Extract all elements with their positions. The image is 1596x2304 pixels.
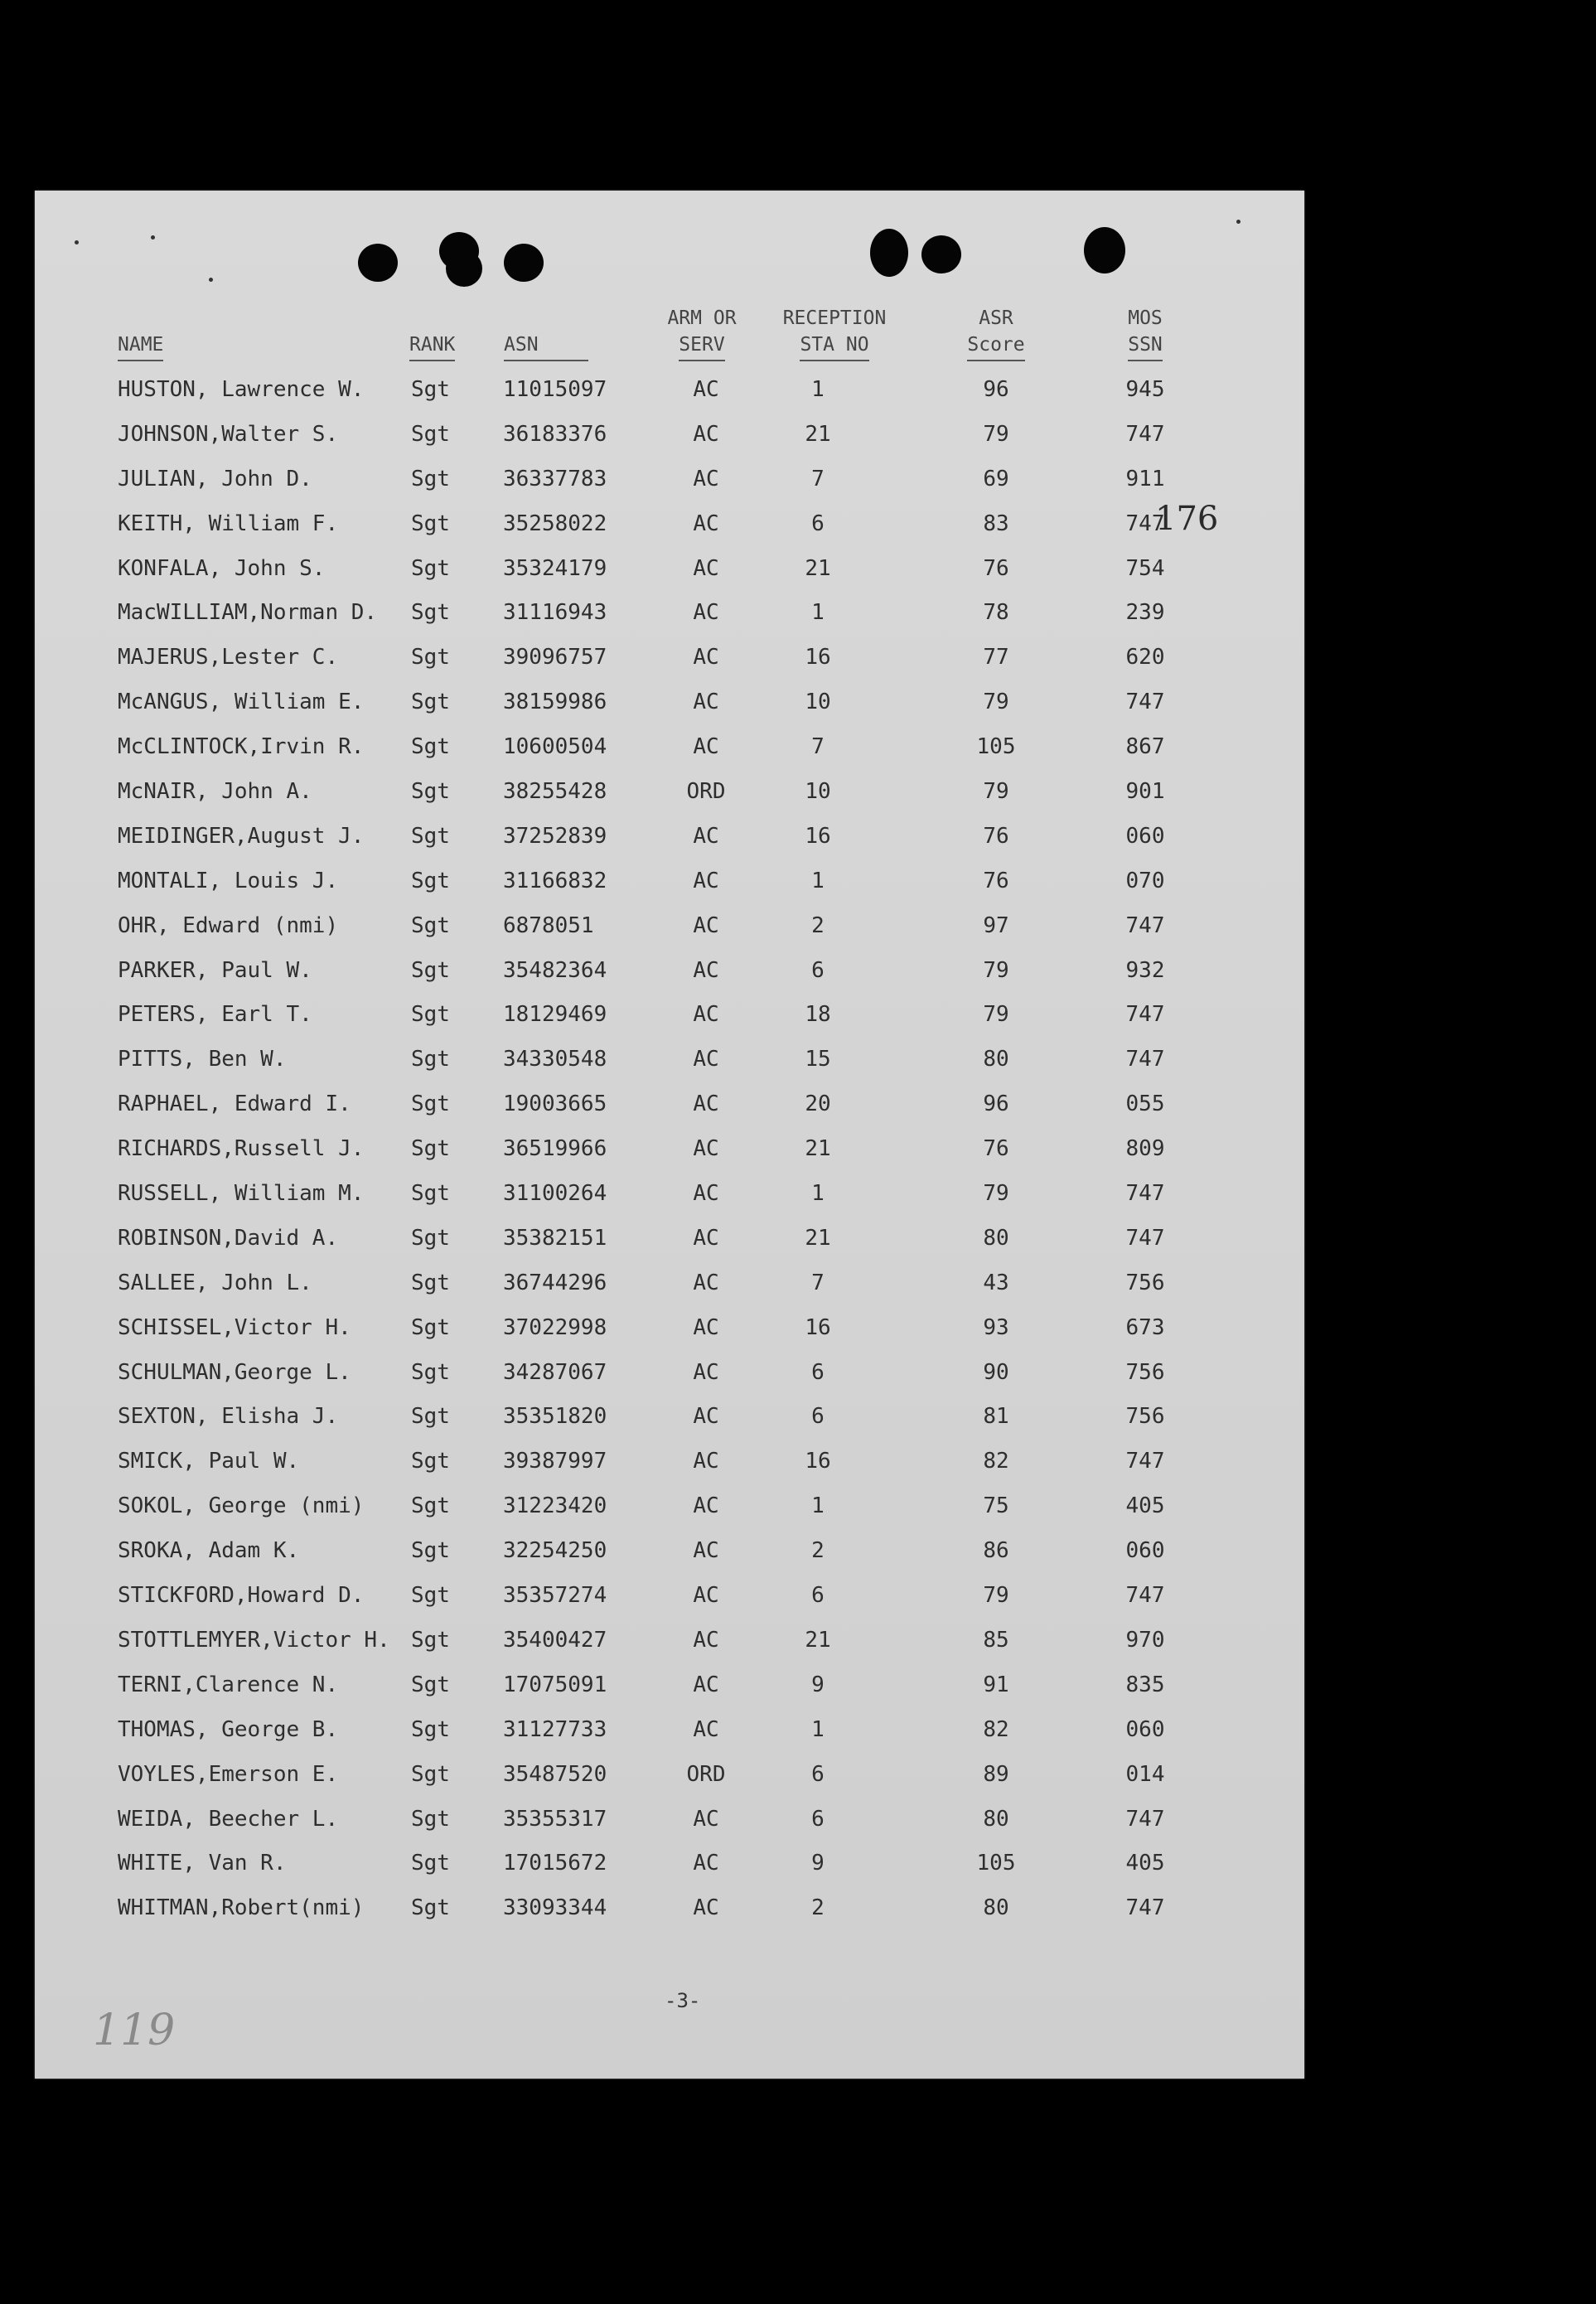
cell-mos-ssn: 747 bbox=[1125, 1895, 1165, 1921]
cell-name: RICHARDS,Russell J. bbox=[118, 1136, 365, 1162]
cell-mos-ssn: 747 bbox=[1125, 912, 1165, 938]
cell-asr-score: 79 bbox=[983, 690, 1009, 715]
cell-mos-ssn: 747 bbox=[1125, 1002, 1165, 1028]
cell-mos-ssn: 405 bbox=[1125, 1493, 1165, 1519]
cell-reception-sta: 6 bbox=[811, 1583, 825, 1609]
cell-rank: Sgt bbox=[411, 1404, 450, 1430]
cell-reception-sta: 15 bbox=[805, 1047, 831, 1072]
table-row bbox=[35, 1311, 1304, 1356]
document-page bbox=[35, 191, 1304, 2079]
cell-reception-sta: 21 bbox=[805, 555, 831, 581]
cell-asr-score: 96 bbox=[983, 1091, 1009, 1117]
cell-name: JOHNSON,Walter S. bbox=[118, 421, 339, 447]
cell-reception-sta: 1 bbox=[811, 1493, 825, 1519]
cell-name: VOYLES,Emerson E. bbox=[118, 1761, 339, 1787]
cell-asn: 36744296 bbox=[503, 1270, 607, 1295]
cell-rank: Sgt bbox=[411, 1136, 450, 1162]
cell-name: THOMAS, George B. bbox=[118, 1716, 339, 1742]
table-row bbox=[35, 1803, 1304, 1847]
cell-mos-ssn: 747 bbox=[1125, 1047, 1165, 1072]
cell-mos-ssn: 747 bbox=[1125, 1449, 1165, 1474]
cell-name: KONFALA, John S. bbox=[118, 555, 326, 581]
table-row bbox=[35, 1356, 1304, 1401]
cell-name: WHITMAN,Robert(nmi) bbox=[118, 1895, 365, 1921]
table-row bbox=[35, 462, 1304, 507]
cell-rank: Sgt bbox=[411, 377, 450, 402]
cell-asn: 34330548 bbox=[503, 1047, 607, 1072]
cell-asn: 10600504 bbox=[503, 734, 607, 760]
cell-name: SMICK, Paul W. bbox=[118, 1449, 300, 1474]
cell-asn: 11015097 bbox=[503, 377, 607, 402]
table-row bbox=[35, 507, 1304, 552]
cell-reception-sta: 6 bbox=[811, 511, 825, 536]
cell-asr-score: 77 bbox=[983, 645, 1009, 670]
cell-reception-sta: 1 bbox=[811, 377, 825, 402]
cell-rank: Sgt bbox=[411, 1002, 450, 1028]
cell-rank: Sgt bbox=[411, 1270, 450, 1295]
cell-asn: 39387997 bbox=[503, 1449, 607, 1474]
cell-reception-sta: 2 bbox=[811, 1895, 825, 1921]
cell-asn: 37022998 bbox=[503, 1314, 607, 1340]
table-row bbox=[35, 1177, 1304, 1222]
table-row bbox=[35, 1624, 1304, 1668]
cell-arm-or-serv: AC bbox=[693, 1672, 719, 1697]
cell-reception-sta: 6 bbox=[811, 1404, 825, 1430]
cell-name: TERNI,Clarence N. bbox=[118, 1672, 339, 1697]
cell-rank: Sgt bbox=[411, 912, 450, 938]
cell-asr-score: 90 bbox=[983, 1359, 1009, 1385]
cell-reception-sta: 9 bbox=[811, 1851, 825, 1876]
cell-arm-or-serv: AC bbox=[693, 1449, 719, 1474]
cell-asr-score: 76 bbox=[983, 823, 1009, 849]
cell-mos-ssn: 970 bbox=[1125, 1627, 1165, 1653]
cell-asn: 38159986 bbox=[503, 690, 607, 715]
cell-asn: 38255428 bbox=[503, 779, 607, 805]
cell-mos-ssn: 070 bbox=[1125, 868, 1165, 893]
cell-mos-ssn: 060 bbox=[1125, 1716, 1165, 1742]
cell-reception-sta: 21 bbox=[805, 1136, 831, 1162]
table-row bbox=[35, 418, 1304, 462]
cell-asr-score: 69 bbox=[983, 466, 1009, 491]
cell-rank: Sgt bbox=[411, 1627, 450, 1653]
cell-arm-or-serv: AC bbox=[693, 1136, 719, 1162]
cell-mos-ssn: 747 bbox=[1125, 1806, 1165, 1832]
cell-asn: 35324179 bbox=[503, 555, 607, 581]
cell-arm-or-serv: AC bbox=[693, 1716, 719, 1742]
cell-asr-score: 76 bbox=[983, 1136, 1009, 1162]
cell-asr-score: 80 bbox=[983, 1895, 1009, 1921]
cell-rank: Sgt bbox=[411, 600, 450, 626]
header-mos-ssn: MOS SSN bbox=[1095, 305, 1195, 361]
cell-asr-score: 79 bbox=[983, 957, 1009, 983]
cell-mos-ssn: 747 bbox=[1125, 1583, 1165, 1609]
cell-rank: Sgt bbox=[411, 868, 450, 893]
cell-mos-ssn: 620 bbox=[1125, 645, 1165, 670]
cell-mos-ssn: 809 bbox=[1125, 1136, 1165, 1162]
cell-asn: 31166832 bbox=[503, 868, 607, 893]
table-row bbox=[35, 954, 1304, 999]
table-row bbox=[35, 909, 1304, 954]
table-row bbox=[35, 1445, 1304, 1489]
cell-mos-ssn: 754 bbox=[1125, 555, 1165, 581]
cell-reception-sta: 1 bbox=[811, 1181, 825, 1207]
cell-asr-score: 79 bbox=[983, 1583, 1009, 1609]
cell-reception-sta: 18 bbox=[805, 1002, 831, 1028]
table-row bbox=[35, 552, 1304, 597]
cell-asr-score: 76 bbox=[983, 555, 1009, 581]
cell-reception-sta: 6 bbox=[811, 1806, 825, 1832]
cell-arm-or-serv: AC bbox=[693, 555, 719, 581]
cell-name: SALLEE, John L. bbox=[118, 1270, 312, 1295]
cell-name: MacWILLIAM,Norman D. bbox=[118, 600, 378, 626]
cell-asr-score: 80 bbox=[983, 1225, 1009, 1251]
cell-asn: 35487520 bbox=[503, 1761, 607, 1787]
table-row bbox=[35, 373, 1304, 418]
cell-reception-sta: 1 bbox=[811, 868, 825, 893]
cell-arm-or-serv: AC bbox=[693, 957, 719, 983]
cell-rank: Sgt bbox=[411, 823, 450, 849]
header-asn: ASN bbox=[504, 332, 588, 361]
header-asr-score: ASR Score bbox=[946, 305, 1046, 361]
cell-reception-sta: 9 bbox=[811, 1672, 825, 1697]
cell-rank: Sgt bbox=[411, 1761, 450, 1787]
cell-asn: 31127733 bbox=[503, 1716, 607, 1742]
table-row bbox=[35, 1579, 1304, 1624]
cell-asr-score: 86 bbox=[983, 1538, 1009, 1564]
cell-reception-sta: 21 bbox=[805, 1225, 831, 1251]
cell-asn: 17075091 bbox=[503, 1672, 607, 1697]
table-row bbox=[35, 1489, 1304, 1534]
cell-reception-sta: 6 bbox=[811, 1761, 825, 1787]
cell-mos-ssn: 747 bbox=[1125, 690, 1165, 715]
table-row bbox=[35, 1847, 1304, 1891]
cell-asn: 35351820 bbox=[503, 1404, 607, 1430]
table-row bbox=[35, 685, 1304, 730]
cell-asn: 19003665 bbox=[503, 1091, 607, 1117]
table-row bbox=[35, 1668, 1304, 1713]
cell-asn: 35400427 bbox=[503, 1627, 607, 1653]
cell-mos-ssn: 867 bbox=[1125, 734, 1165, 760]
cell-arm-or-serv: AC bbox=[693, 734, 719, 760]
table-row bbox=[35, 1758, 1304, 1803]
cell-name: PARKER, Paul W. bbox=[118, 957, 312, 983]
cell-mos-ssn: 756 bbox=[1125, 1404, 1165, 1430]
table-row bbox=[35, 1400, 1304, 1445]
cell-mos-ssn: 756 bbox=[1125, 1359, 1165, 1385]
cell-reception-sta: 1 bbox=[811, 1716, 825, 1742]
cell-name: SOKOL, George (nmi) bbox=[118, 1493, 365, 1519]
cell-arm-or-serv: AC bbox=[693, 690, 719, 715]
table-row bbox=[35, 1222, 1304, 1266]
cell-rank: Sgt bbox=[411, 1181, 450, 1207]
cell-asn: 17015672 bbox=[503, 1851, 607, 1876]
cell-name: HUSTON, Lawrence W. bbox=[118, 377, 365, 402]
cell-rank: Sgt bbox=[411, 690, 450, 715]
cell-mos-ssn: 055 bbox=[1125, 1091, 1165, 1117]
header-name: NAME bbox=[118, 332, 163, 361]
cell-asr-score: 89 bbox=[983, 1761, 1009, 1787]
cell-rank: Sgt bbox=[411, 1583, 450, 1609]
cell-mos-ssn: 239 bbox=[1125, 600, 1165, 626]
cell-name: McNAIR, John A. bbox=[118, 779, 312, 805]
cell-mos-ssn: 673 bbox=[1125, 1314, 1165, 1340]
header-arm-or-serv: ARM OR SERV bbox=[644, 305, 760, 361]
cell-asr-score: 78 bbox=[983, 600, 1009, 626]
cell-arm-or-serv: ORD bbox=[686, 779, 726, 805]
cell-mos-ssn: 747 bbox=[1125, 421, 1165, 447]
cell-reception-sta: 7 bbox=[811, 734, 825, 760]
cell-asn: 18129469 bbox=[503, 1002, 607, 1028]
cell-rank: Sgt bbox=[411, 1851, 450, 1876]
table-row bbox=[35, 1132, 1304, 1177]
roster-table bbox=[35, 191, 1304, 2079]
cell-name: ROBINSON,David A. bbox=[118, 1225, 339, 1251]
cell-reception-sta: 2 bbox=[811, 1538, 825, 1564]
cell-arm-or-serv: AC bbox=[693, 511, 719, 536]
cell-asr-score: 75 bbox=[983, 1493, 1009, 1519]
cell-rank: Sgt bbox=[411, 466, 450, 491]
cell-arm-or-serv: AC bbox=[693, 466, 719, 491]
cell-name: MEIDINGER,August J. bbox=[118, 823, 365, 849]
cell-rank: Sgt bbox=[411, 555, 450, 581]
cell-mos-ssn: 835 bbox=[1125, 1672, 1165, 1697]
cell-arm-or-serv: AC bbox=[693, 823, 719, 849]
cell-asn: 31116943 bbox=[503, 600, 607, 626]
cell-asn: 37252839 bbox=[503, 823, 607, 849]
cell-reception-sta: 16 bbox=[805, 1314, 831, 1340]
cell-name: SROKA, Adam K. bbox=[118, 1538, 300, 1564]
table-row bbox=[35, 1043, 1304, 1087]
cell-arm-or-serv: AC bbox=[693, 1314, 719, 1340]
cell-name: SEXTON, Elisha J. bbox=[118, 1404, 339, 1430]
cell-asn: 36183376 bbox=[503, 421, 607, 447]
roster-rows bbox=[35, 373, 1304, 1936]
cell-rank: Sgt bbox=[411, 1225, 450, 1251]
cell-asr-score: 83 bbox=[983, 511, 1009, 536]
cell-reception-sta: 16 bbox=[805, 645, 831, 670]
cell-arm-or-serv: AC bbox=[693, 1181, 719, 1207]
table-row bbox=[35, 641, 1304, 685]
cell-arm-or-serv: AC bbox=[693, 912, 719, 938]
cell-rank: Sgt bbox=[411, 1672, 450, 1697]
cell-arm-or-serv: AC bbox=[693, 421, 719, 447]
cell-reception-sta: 10 bbox=[805, 690, 831, 715]
table-row bbox=[35, 775, 1304, 820]
cell-asn: 36337783 bbox=[503, 466, 607, 491]
cell-arm-or-serv: AC bbox=[693, 1047, 719, 1072]
cell-asn: 34287067 bbox=[503, 1359, 607, 1385]
cell-name: PETERS, Earl T. bbox=[118, 1002, 312, 1028]
cell-arm-or-serv: AC bbox=[693, 1270, 719, 1295]
cell-name: STICKFORD,Howard D. bbox=[118, 1583, 365, 1609]
cell-rank: Sgt bbox=[411, 1047, 450, 1072]
cell-rank: Sgt bbox=[411, 1314, 450, 1340]
cell-rank: Sgt bbox=[411, 1493, 450, 1519]
table-row bbox=[35, 596, 1304, 641]
cell-arm-or-serv: AC bbox=[693, 1493, 719, 1519]
cell-rank: Sgt bbox=[411, 1091, 450, 1117]
cell-name: McCLINTOCK,Irvin R. bbox=[118, 734, 365, 760]
table-row bbox=[35, 820, 1304, 864]
cell-name: OHR, Edward (nmi) bbox=[118, 912, 339, 938]
cell-asr-score: 79 bbox=[983, 1002, 1009, 1028]
cell-mos-ssn: 060 bbox=[1125, 1538, 1165, 1564]
cell-rank: Sgt bbox=[411, 1716, 450, 1742]
cell-asn: 33093344 bbox=[503, 1895, 607, 1921]
cell-mos-ssn: 747 bbox=[1125, 511, 1165, 536]
cell-arm-or-serv: AC bbox=[693, 868, 719, 893]
cell-arm-or-serv: AC bbox=[693, 1538, 719, 1564]
cell-mos-ssn: 901 bbox=[1125, 779, 1165, 805]
cell-asr-score: 97 bbox=[983, 912, 1009, 938]
cell-reception-sta: 7 bbox=[811, 1270, 825, 1295]
cell-arm-or-serv: AC bbox=[693, 1627, 719, 1653]
cell-reception-sta: 1 bbox=[811, 600, 825, 626]
cell-rank: Sgt bbox=[411, 1806, 450, 1832]
cell-asr-score: 43 bbox=[983, 1270, 1009, 1295]
table-row bbox=[35, 998, 1304, 1043]
cell-reception-sta: 16 bbox=[805, 823, 831, 849]
cell-mos-ssn: 060 bbox=[1125, 823, 1165, 849]
cell-reception-sta: 6 bbox=[811, 1359, 825, 1385]
cell-arm-or-serv: AC bbox=[693, 645, 719, 670]
cell-arm-or-serv: AC bbox=[693, 377, 719, 402]
cell-mos-ssn: 932 bbox=[1125, 957, 1165, 983]
cell-asr-score: 96 bbox=[983, 377, 1009, 402]
header-rank: RANK bbox=[409, 332, 455, 361]
cell-mos-ssn: 945 bbox=[1125, 377, 1165, 402]
cell-name: SCHULMAN,George L. bbox=[118, 1359, 351, 1385]
table-row bbox=[35, 1534, 1304, 1579]
cell-name: WHITE, Van R. bbox=[118, 1851, 287, 1876]
cell-asr-score: 82 bbox=[983, 1716, 1009, 1742]
cell-rank: Sgt bbox=[411, 1359, 450, 1385]
cell-name: KEITH, William F. bbox=[118, 511, 339, 536]
cell-asr-score: 93 bbox=[983, 1314, 1009, 1340]
cell-name: STOTTLEMYER,Victor H. bbox=[118, 1627, 390, 1653]
table-row bbox=[35, 730, 1304, 775]
cell-reception-sta: 21 bbox=[805, 1627, 831, 1653]
cell-name: RAPHAEL, Edward I. bbox=[118, 1091, 351, 1117]
cell-arm-or-serv: AC bbox=[693, 1359, 719, 1385]
cell-name: WEIDA, Beecher L. bbox=[118, 1806, 339, 1832]
cell-asr-score: 105 bbox=[976, 734, 1016, 760]
cell-asr-score: 91 bbox=[983, 1672, 1009, 1697]
cell-name: JULIAN, John D. bbox=[118, 466, 312, 491]
cell-reception-sta: 6 bbox=[811, 957, 825, 983]
pencil-note: 119 bbox=[93, 2006, 176, 2055]
cell-arm-or-serv: AC bbox=[693, 1091, 719, 1117]
cell-reception-sta: 10 bbox=[805, 779, 831, 805]
cell-arm-or-serv: AC bbox=[693, 1583, 719, 1609]
table-row bbox=[35, 1891, 1304, 1936]
cell-arm-or-serv: AC bbox=[693, 1002, 719, 1028]
cell-asr-score: 85 bbox=[983, 1627, 1009, 1653]
cell-arm-or-serv: AC bbox=[693, 600, 719, 626]
cell-name: McANGUS, William E. bbox=[118, 690, 365, 715]
header-reception: RECEPTION STA NO bbox=[768, 305, 901, 361]
cell-asn: 32254250 bbox=[503, 1538, 607, 1564]
cell-asn: 39096757 bbox=[503, 645, 607, 670]
cell-asn: 31100264 bbox=[503, 1181, 607, 1207]
cell-arm-or-serv: AC bbox=[693, 1225, 719, 1251]
cell-asr-score: 79 bbox=[983, 779, 1009, 805]
cell-asr-score: 76 bbox=[983, 868, 1009, 893]
cell-mos-ssn: 747 bbox=[1125, 1225, 1165, 1251]
cell-arm-or-serv: AC bbox=[693, 1851, 719, 1876]
cell-rank: Sgt bbox=[411, 1538, 450, 1564]
cell-reception-sta: 16 bbox=[805, 1449, 831, 1474]
cell-asr-score: 81 bbox=[983, 1404, 1009, 1430]
cell-mos-ssn: 014 bbox=[1125, 1761, 1165, 1787]
cell-name: MONTALI, Louis J. bbox=[118, 868, 339, 893]
cell-reception-sta: 20 bbox=[805, 1091, 831, 1117]
cell-asn: 35482364 bbox=[503, 957, 607, 983]
cell-asr-score: 105 bbox=[976, 1851, 1016, 1876]
cell-rank: Sgt bbox=[411, 1895, 450, 1921]
cell-asn: 36519966 bbox=[503, 1136, 607, 1162]
table-row bbox=[35, 864, 1304, 909]
cell-arm-or-serv: ORD bbox=[686, 1761, 726, 1787]
cell-asr-score: 80 bbox=[983, 1806, 1009, 1832]
cell-name: RUSSELL, William M. bbox=[118, 1181, 365, 1207]
cell-asr-score: 80 bbox=[983, 1047, 1009, 1072]
cell-rank: Sgt bbox=[411, 645, 450, 670]
cell-rank: Sgt bbox=[411, 957, 450, 983]
cell-arm-or-serv: AC bbox=[693, 1895, 719, 1921]
cell-name: PITTS, Ben W. bbox=[118, 1047, 287, 1072]
cell-mos-ssn: 756 bbox=[1125, 1270, 1165, 1295]
cell-asn: 35357274 bbox=[503, 1583, 607, 1609]
cell-asn: 35258022 bbox=[503, 511, 607, 536]
table-row bbox=[35, 1713, 1304, 1758]
cell-rank: Sgt bbox=[411, 511, 450, 536]
cell-asn: 35382151 bbox=[503, 1225, 607, 1251]
cell-name: SCHISSEL,Victor H. bbox=[118, 1314, 351, 1340]
table-row bbox=[35, 1266, 1304, 1311]
cell-asr-score: 79 bbox=[983, 421, 1009, 447]
cell-arm-or-serv: AC bbox=[693, 1806, 719, 1832]
cell-asr-score: 82 bbox=[983, 1449, 1009, 1474]
cell-rank: Sgt bbox=[411, 1449, 450, 1474]
cell-rank: Sgt bbox=[411, 779, 450, 805]
stamped-number: 176 bbox=[1155, 500, 1219, 538]
cell-reception-sta: 7 bbox=[811, 466, 825, 491]
cell-asn: 31223420 bbox=[503, 1493, 607, 1519]
cell-mos-ssn: 747 bbox=[1125, 1181, 1165, 1207]
cell-arm-or-serv: AC bbox=[693, 1404, 719, 1430]
cell-reception-sta: 21 bbox=[805, 421, 831, 447]
table-row bbox=[35, 1087, 1304, 1132]
cell-mos-ssn: 911 bbox=[1125, 466, 1165, 491]
page-number: -3- bbox=[665, 1989, 701, 2012]
cell-name: MAJERUS,Lester C. bbox=[118, 645, 339, 670]
cell-reception-sta: 2 bbox=[811, 912, 825, 938]
cell-asr-score: 79 bbox=[983, 1181, 1009, 1207]
cell-rank: Sgt bbox=[411, 421, 450, 447]
cell-asn: 35355317 bbox=[503, 1806, 607, 1832]
cell-mos-ssn: 405 bbox=[1125, 1851, 1165, 1876]
cell-asn: 6878051 bbox=[503, 912, 594, 938]
cell-rank: Sgt bbox=[411, 734, 450, 760]
